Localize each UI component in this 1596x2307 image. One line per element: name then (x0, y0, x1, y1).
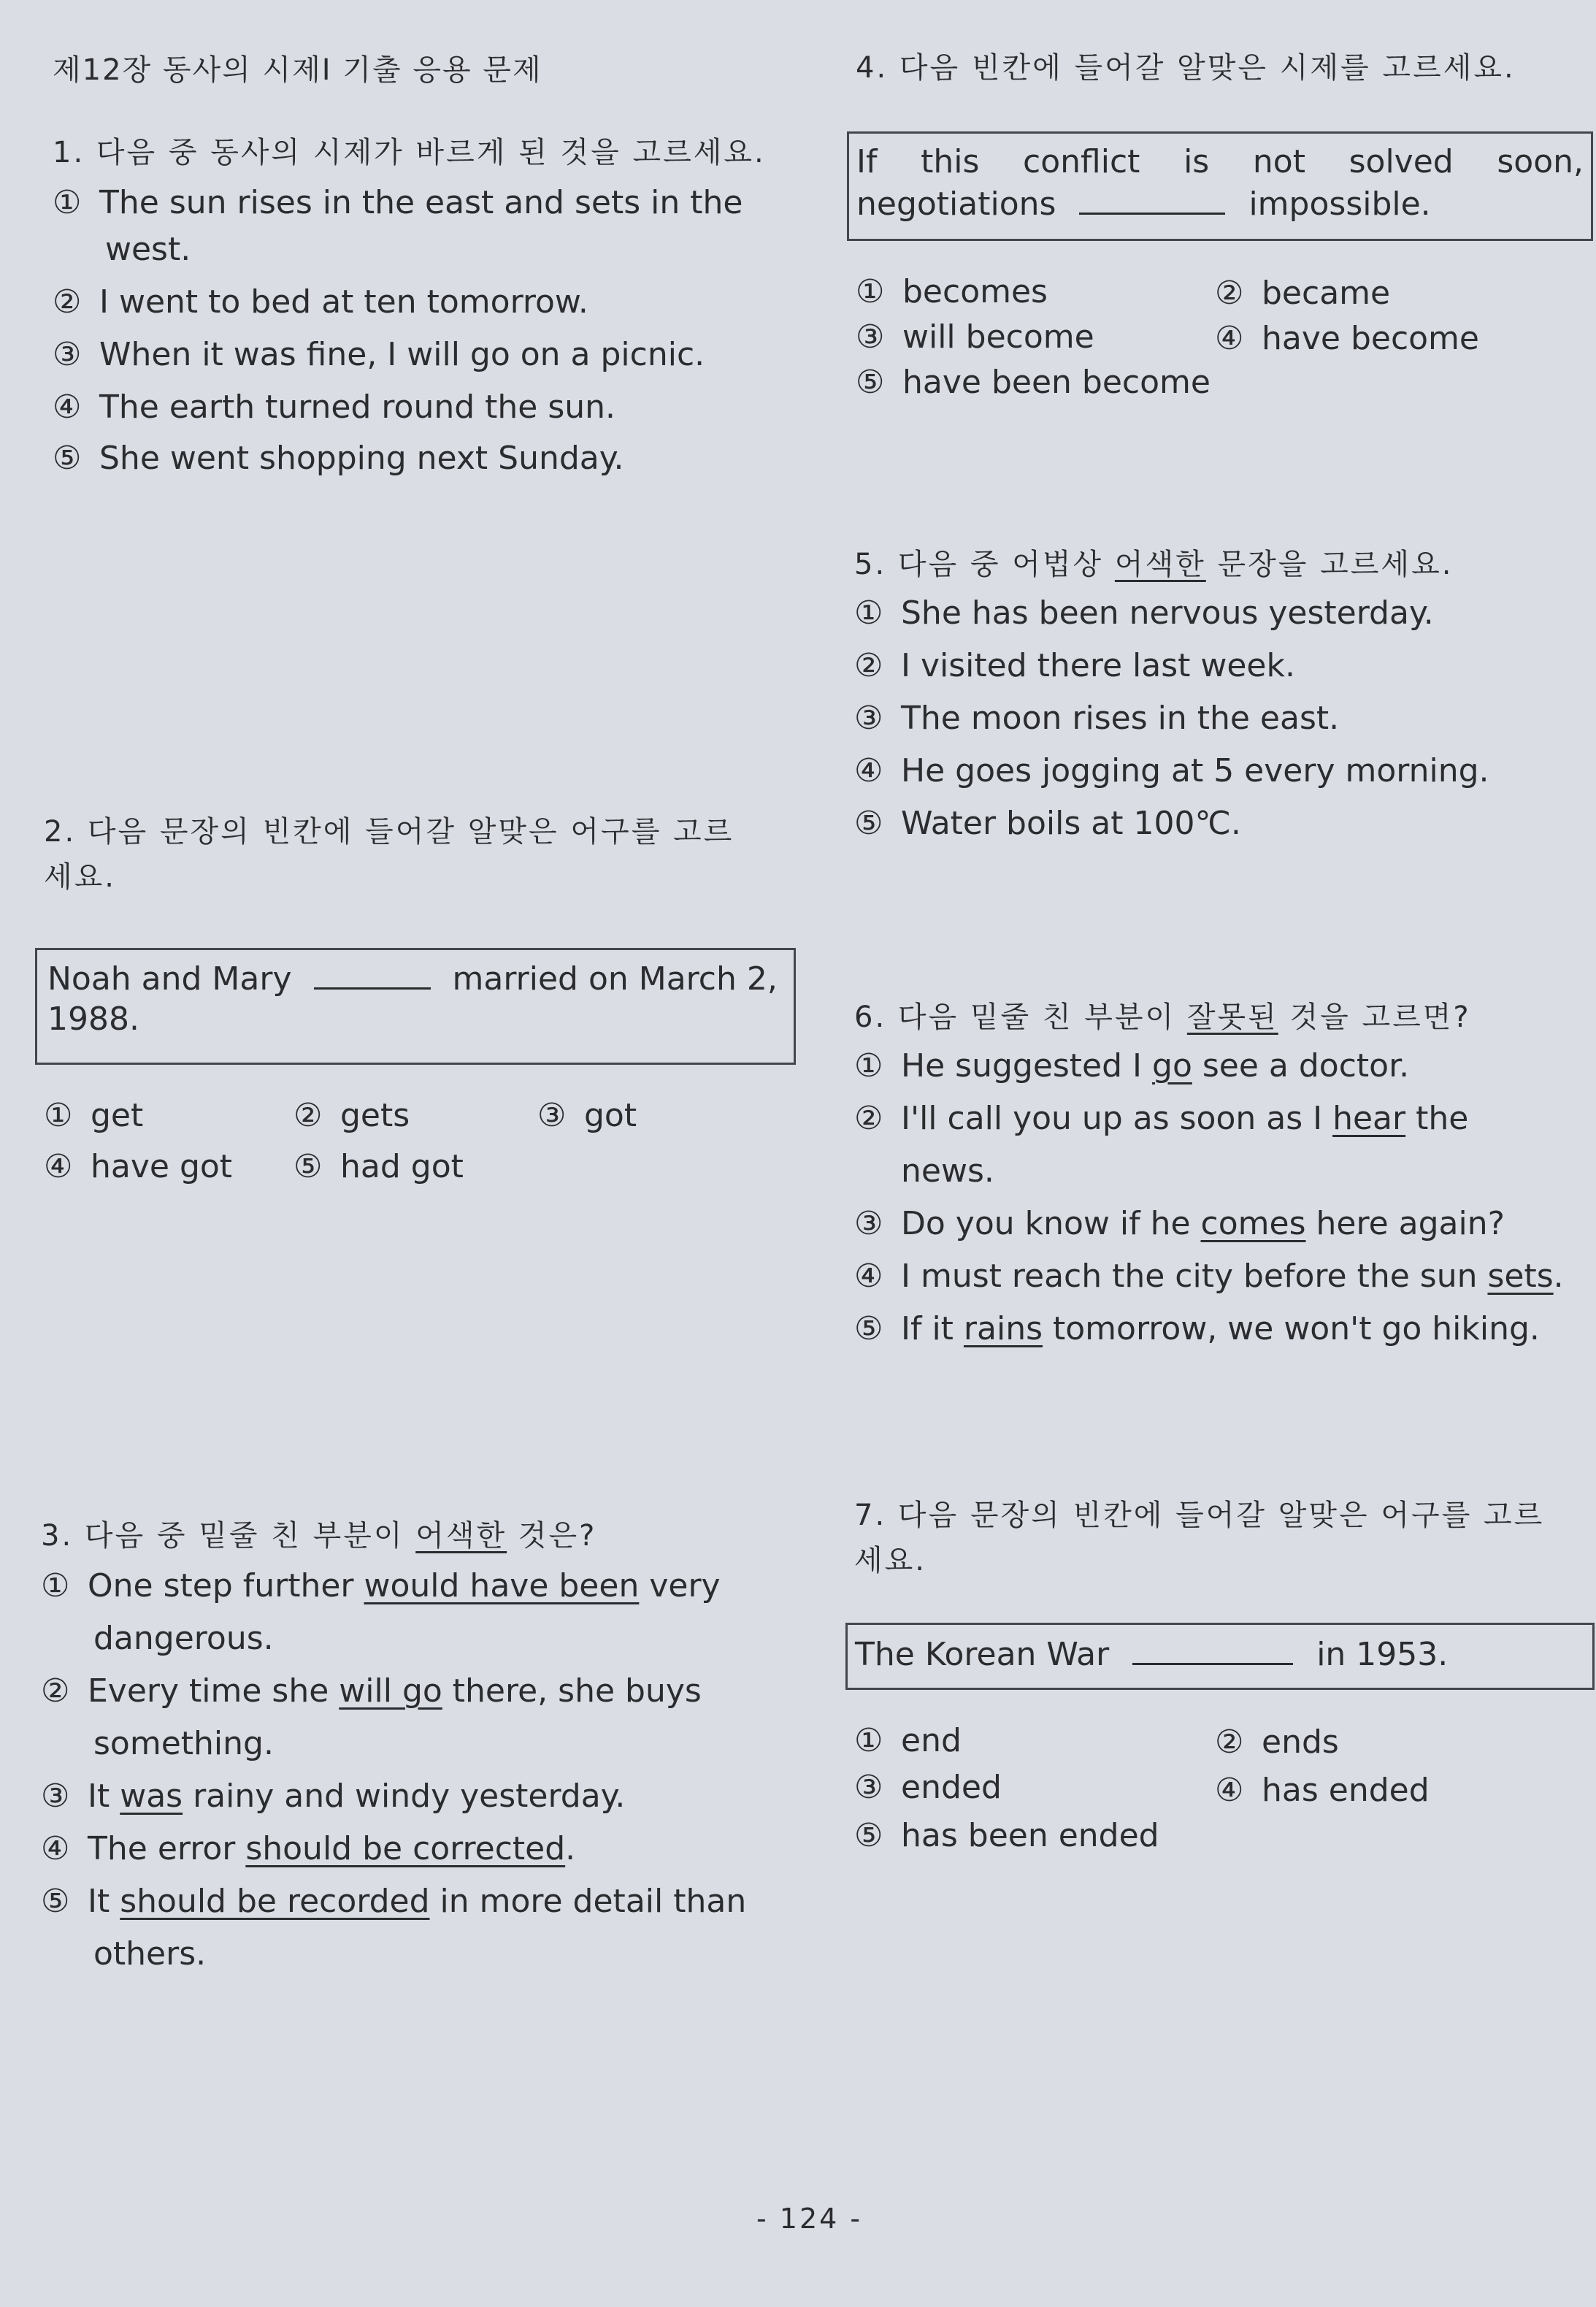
question-6-option-4[interactable]: ④ I must reach the city before the sun sets. (854, 1258, 1564, 1295)
question-7-option-2[interactable]: ② ends (1215, 1723, 1339, 1761)
answer-blank (314, 964, 431, 990)
question-7-option-4[interactable]: ④ has ended (1215, 1772, 1430, 1809)
question-6-option-2-cont: news. (901, 1152, 994, 1190)
question-4-option-2[interactable]: ② became (1215, 275, 1391, 312)
question-6-option-1[interactable]: ① He suggested I go see a doctor. (854, 1047, 1410, 1084)
question-6-option-3[interactable]: ③ Do you know if he comes here again? (854, 1205, 1505, 1242)
chapter-title: 제12장 동사의 시제Ⅰ 기출 응용 문제 (53, 53, 542, 87)
question-5-option-5[interactable]: ⑤ Water boils at 100℃. (854, 805, 1241, 842)
question-1-option-1[interactable]: ① The sun rises in the east and sets in the (53, 184, 743, 221)
question-1-option-5[interactable]: ⑤ She went shopping next Sunday. (53, 440, 624, 477)
question-5-option-3[interactable]: ③ The moon rises in the east. (854, 700, 1340, 737)
question-4-option-3[interactable]: ③ will become (856, 318, 1094, 356)
page-number: - 124 - (756, 2203, 863, 2235)
question-1-option-2[interactable]: ② I went to bed at ten tomorrow. (53, 283, 588, 321)
question-2-option-1[interactable]: ① get (44, 1097, 144, 1134)
question-2-option-5[interactable]: ⑤ had got (294, 1148, 464, 1185)
question-1-option-4[interactable]: ④ The earth turned round the sun. (53, 389, 616, 426)
question-1-option-3[interactable]: ③ When it was fine, I will go on a picnic. (53, 336, 705, 373)
question-7-option-1[interactable]: ① end (854, 1722, 962, 1759)
question-2-option-2[interactable]: ② gets (294, 1097, 410, 1134)
question-2-sentence-box: Noah and Mary married on March 2, 1988. (35, 948, 796, 1065)
question-3-option-2-cont: something. (93, 1725, 274, 1762)
question-1 (53, 130, 766, 479)
question-5-title: 5. 다음 중 어법상 어색한 문장을 고르세요. (854, 548, 1454, 581)
question-5-option-1[interactable]: ① She has been nervous yesterday. (854, 594, 1434, 632)
question-3-title: 3. 다음 중 밑줄 친 부분이 어색한 것은? (41, 1519, 597, 1553)
question-2-title: 2. 다음 문장의 빈칸에 들어갈 알맞은 어구를 고르 세요. (44, 815, 734, 894)
question-3-option-5-cont: others. (93, 1935, 207, 1973)
answer-blank (1132, 1640, 1293, 1665)
question-5-option-4[interactable]: ④ He goes jogging at 5 every morning. (854, 752, 1489, 789)
question-3-option-1-cont: dangerous. (93, 1620, 274, 1657)
question-5 (854, 542, 1489, 844)
question-4-sentence-box: If this conflict is not solved soon, negotiations impossible. (847, 131, 1593, 241)
question-3-option-5[interactable]: ⑤ It should be recorded in more detail than (41, 1883, 747, 1920)
question-6-option-2[interactable]: ② I'll call you up as soon as I hear the (854, 1100, 1469, 1137)
question-6-option-5[interactable]: ⑤ If it rains tomorrow, we won't go hiking. (854, 1310, 1540, 1347)
question-5-option-2[interactable]: ② I visited there last week. (854, 647, 1295, 684)
question-3-option-1[interactable]: ① One step further would have been very (41, 1567, 721, 1604)
question-3 (41, 1513, 786, 1975)
question-6 (854, 995, 1564, 1350)
question-4-option-1[interactable]: ① becomes (856, 273, 1048, 310)
question-7-sentence-box: The Korean War in 1953. (845, 1623, 1595, 1690)
question-1-title: 1. 다음 중 동사의 시제가 바르게 된 것을 고르세요. (53, 136, 766, 169)
question-7-title: 7. 다음 문장의 빈칸에 들어갈 알맞은 어구를 고르 세요. (854, 1499, 1545, 1577)
question-2-option-4[interactable]: ④ have got (44, 1148, 233, 1185)
question-4-title: 4. 다음 빈칸에 들어갈 알맞은 시제를 고르세요. (856, 51, 1516, 85)
question-7-option-3[interactable]: ③ ended (854, 1769, 1002, 1806)
question-3-option-2[interactable]: ② Every time she will go there, she buys (41, 1672, 702, 1710)
question-4-option-5[interactable]: ⑤ have been become (856, 364, 1211, 401)
question-7-option-5[interactable]: ⑤ has been ended (854, 1817, 1159, 1854)
question-4-option-4[interactable]: ④ have become (1215, 320, 1479, 357)
question-3-option-3[interactable]: ③ It was rainy and windy yesterday. (41, 1778, 626, 1815)
answer-blank (1079, 189, 1225, 215)
question-2-option-3[interactable]: ③ got (537, 1097, 637, 1134)
question-6-title: 6. 다음 밑줄 친 부분이 잘못된 것을 고르면? (854, 1001, 1471, 1034)
question-1-option-1-cont: west. (105, 231, 191, 268)
question-3-option-4[interactable]: ④ The error should be corrected. (41, 1830, 576, 1867)
